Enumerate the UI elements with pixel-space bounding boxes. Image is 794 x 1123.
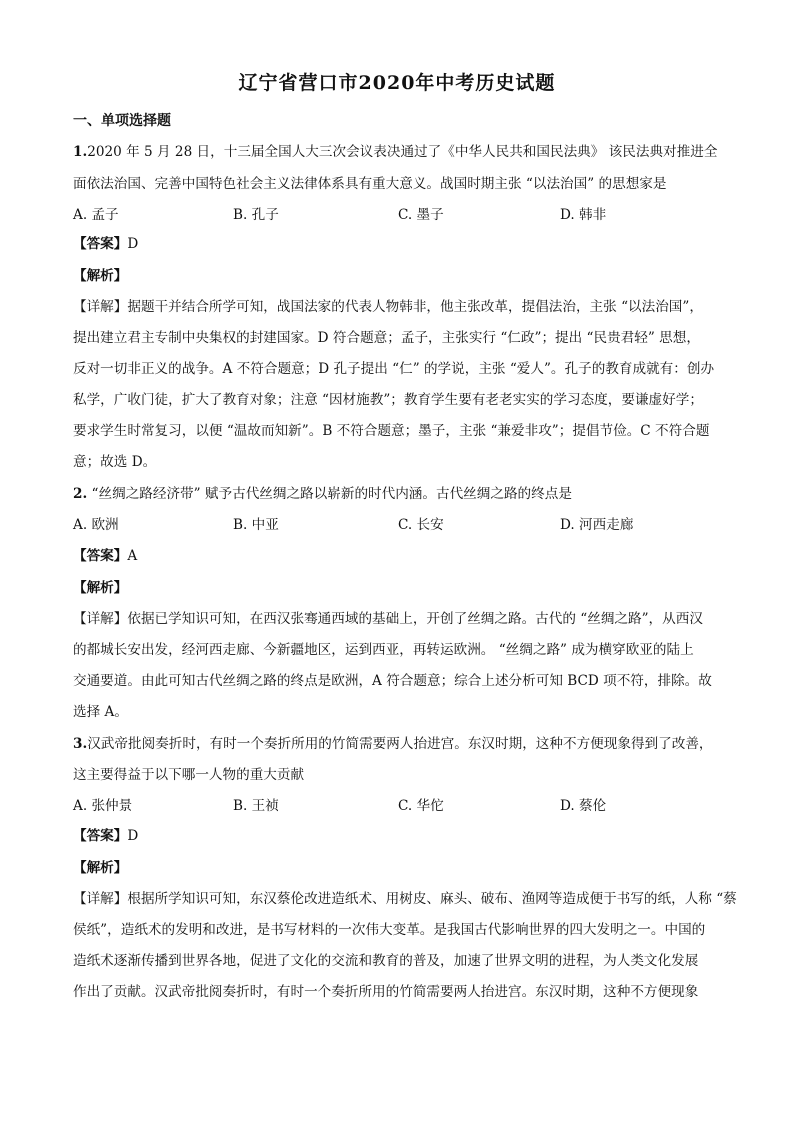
question-1-option-d: D. 韩非 bbox=[560, 207, 607, 223]
question-2-option-b: B. 中亚 bbox=[233, 517, 279, 533]
question-1-detail-line-6: 意；故选 D。 bbox=[73, 454, 157, 470]
question-3-detail-line-3: 造纸术逐渐传播到世界各地，促进了文化的交流和教育的普及，加速了世界文明的进程，为人类文化发展 bbox=[73, 953, 699, 969]
page-title: 辽宁省营口市2020年中考历史试题 bbox=[238, 72, 556, 94]
question-3-detail-line-2: 侯纸”，造纸术的发明和改进，是书写材料的一次伟大变革。是我国古代影响世界的四大发明之一。中国的 bbox=[73, 922, 706, 938]
question-3-option-b: B. 王祯 bbox=[233, 798, 279, 814]
question-2-option-c: C. 长安 bbox=[398, 517, 444, 533]
question-2-detail-line-1: 【详解】依据已学知识可知，在西汉张骞通西域的基础上，开创了丝绸之路。古代的 “丝绸之路”，从西汉 bbox=[73, 611, 703, 627]
question-2-analysis-heading: 【解析】 bbox=[73, 580, 128, 596]
question-2-answer: 【答案】A bbox=[73, 548, 138, 564]
question-2-detail-line-3: 交通要道。由此可知古代丝绸之路的终点是欧洲，A 符合题意；综合上述分析可知 BCD 项不符，排除。故 bbox=[73, 673, 712, 689]
question-3-stem-line-2: 这主要得益于以下哪一人物的重大贡献 bbox=[73, 767, 305, 783]
question-1-option-a: A. 孟子 bbox=[73, 207, 119, 223]
question-3-option-c: C. 华佗 bbox=[398, 798, 444, 814]
question-3-option-d: D. 蔡伦 bbox=[560, 798, 607, 814]
question-3-stem-line-1: 3.汉武帝批阅奏折时，有时一个奏折所用的竹简需要两人抬进宫。东汉时期，这种不方便现象得到了改善， bbox=[73, 736, 713, 752]
question-1-detail-line-3: 反对一切非正义的战争。A 不符合题意；D 孔子提出 “仁” 的学说，主张 “爱人”。孔子的教育成就有：创办 bbox=[73, 361, 715, 377]
question-2-detail-line-2: 的都城长安出发，经河西走廊、今新疆地区，运到西亚，再转运欧洲。 “丝绸之路” 成为横穿欧亚的陆上 bbox=[73, 642, 694, 658]
question-2-stem-line-1: 2. “丝绸之路经济带” 赋予古代丝绸之路以崭新的时代内涵。古代丝绸之路的终点是 bbox=[73, 486, 572, 502]
question-2-number: 2. bbox=[73, 486, 88, 502]
question-3-analysis-heading: 【解析】 bbox=[73, 860, 128, 876]
question-3-detail-line-4: 作出了贡献。汉武帝批阅奏折时，有时一个奏折所用的竹简需要两人抬进宫。东汉时期，这种不方便现象 bbox=[73, 984, 699, 1000]
question-2-option-d: D. 河西走廊 bbox=[560, 517, 634, 533]
question-3-answer: 【答案】D bbox=[73, 828, 139, 844]
question-1-stem-line-2: 面依法治国、完善中国特色社会主义法律体系具有重大意义。战国时期主张 “以法治国” 的思想家是 bbox=[73, 176, 667, 192]
question-1-number: 1. bbox=[73, 144, 88, 160]
question-2-option-a: A. 欧洲 bbox=[73, 517, 119, 533]
question-1-option-b: B. 孔子 bbox=[233, 207, 279, 223]
question-3-number: 3. bbox=[73, 736, 88, 752]
question-3-detail-line-1: 【详解】根据所学知识可知，东汉蔡伦改进造纸术、用树皮、麻头、破布、渔网等造成便于书写的纸，人称 “蔡 bbox=[73, 891, 737, 907]
question-3-option-a: A. 张仲景 bbox=[73, 798, 133, 814]
question-1-option-c: C. 墨子 bbox=[398, 207, 444, 223]
question-1-detail-line-2: 提出建立君主专制中央集权的封建国家。D 符合题意；孟子，主张实行 “仁政”；提出 “民贵君轻” 思想， bbox=[73, 330, 700, 346]
question-1-detail-line-4: 私学，广收门徒，扩大了教育对象；注意 “因材施教”；教育学生要有老老实实的学习态度，要谦虚好学； bbox=[73, 392, 703, 408]
question-1-detail-line-5: 要求学生时常复习，以便 “温故而知新”。B 不符合题意；墨子，主张 “兼爱非攻”；提倡节俭。C 不符合题 bbox=[73, 423, 710, 439]
question-1-answer: 【答案】D bbox=[73, 236, 139, 252]
question-1-detail-line-1: 【详解】据题干并结合所学可知，战国法家的代表人物韩非，他主张改革，提倡法治，主张 “以法治国”， bbox=[73, 299, 703, 315]
question-2-detail-line-4: 选择 A。 bbox=[73, 704, 128, 720]
question-1-stem-line-1: 1.2020 年 5 月 28 日，十三届全国人大三次会议表决通过了《中华人民共和国民法典》 该民法典对推进全 bbox=[73, 144, 718, 160]
section-heading: 一、单项选择题 bbox=[73, 113, 171, 129]
question-1-analysis-heading: 【解析】 bbox=[73, 268, 128, 284]
